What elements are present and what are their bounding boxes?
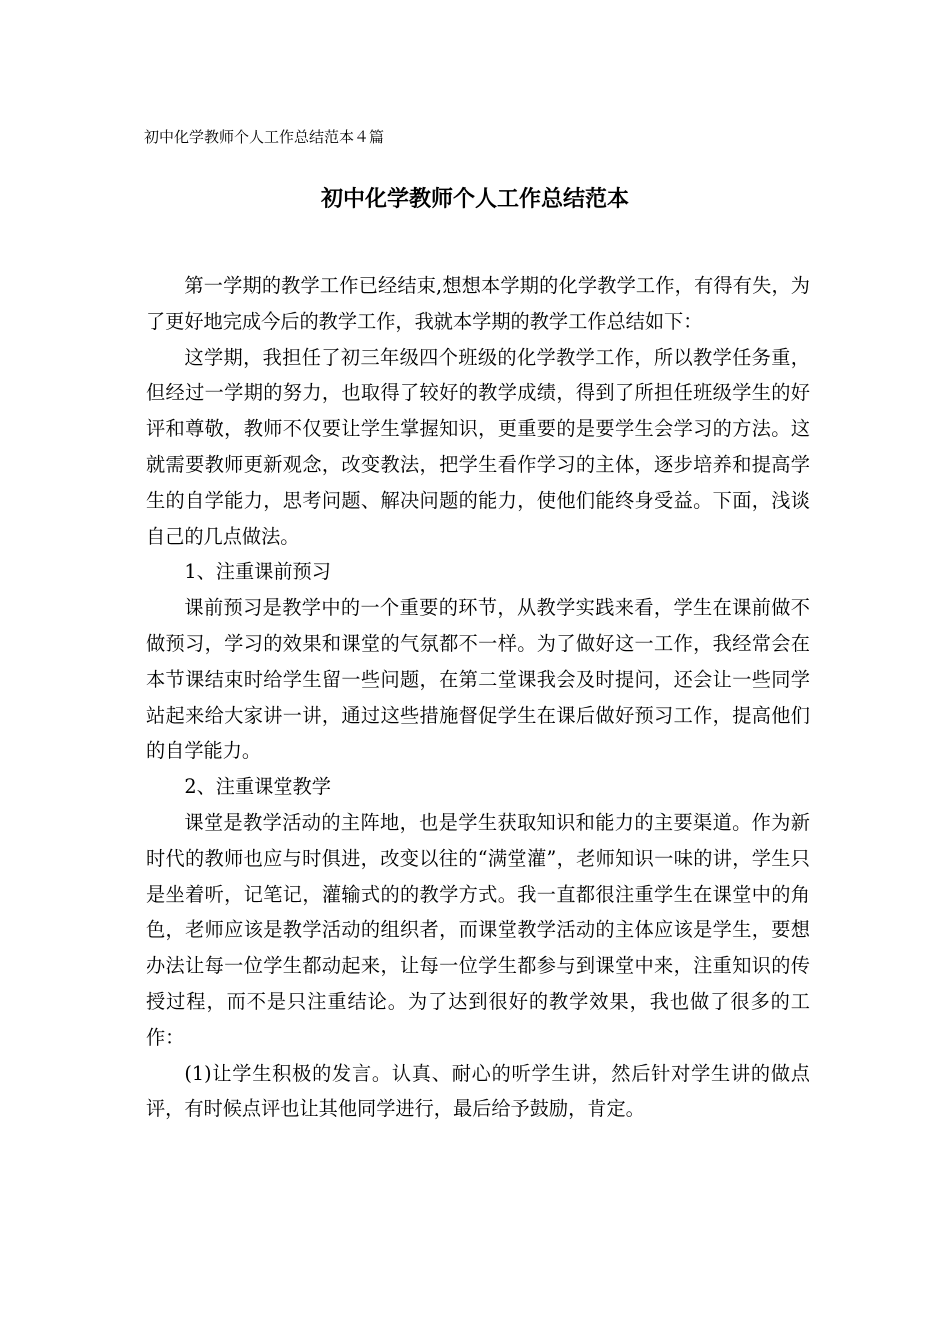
section-heading-classroom: 2、注重课堂教学 bbox=[184, 775, 331, 799]
document-body bbox=[146, 268, 810, 1127]
paragraph-intro: 第一学期的教学工作已经结束,想想本学期的化学教学工作，有得有失，为了更好地完成今后的教学工作，我就本学期的教学工作总结如下： bbox=[146, 274, 810, 333]
paragraph-overview: 这学期，我担任了初三年级四个班级的化学教学工作，所以教学任务重，但经过一学期的努力，也取得了较好的教学成绩，得到了所担任班级学生的好评和尊敬，教师不仅要让学生掌握知识，更重要的是要学生会学习的方法。这就需要教师更新观念，改变教法，把学生看作学习的主体，逐步培养和提高学生的自学能力，思考问题、解决问题的能力，使他们能终身受益。下面，浅谈自己的几点做法。 bbox=[146, 345, 810, 548]
section-heading-preview: 1、注重课前预习 bbox=[184, 560, 331, 584]
document-header: 初中化学教师个人工作总结范本４篇 bbox=[144, 128, 385, 146]
paragraph-item-1: (1)让学生积极的发言。认真、耐心的听学生讲，然后针对学生讲的做点评，有时候点评也让其他同学进行，最后给予鼓励，肯定。 bbox=[146, 1061, 810, 1121]
paragraph-preview: 课前预习是教学中的一个重要的环节，从教学实践来看，学生在课前做不做预习，学习的效果和课堂的气氛都不一样。为了做好这一工作，我经常会在本节课结束时给学生留一些问题，在第二堂课我会及时提问，还会让一些同学站起来给大家讲一讲，通过这些措施督促学生在课后做好预习工作，提高他们的自学能力。 bbox=[146, 596, 810, 763]
document-title: 初中化学教师个人工作总结范本 bbox=[320, 187, 629, 212]
paragraph-classroom: 课堂是教学活动的主阵地，也是学生获取知识和能力的主要渠道。作为新时代的教师也应与时俱进，改变以往的“满堂灌”，老师知识一味的讲，学生只是坐着听，记笔记，灌输式的的教学方式。我一直都很注重学生在课堂中的角色，老师应该是教学活动的组织者，而课堂教学活动的主体应该是学生，要想办法让每一位学生都动起来，让每一位学生都参与到课堂中来，注重知识的传授过程，而不是只注重结论。为了达到很好的教学效果，我也做了很多的工作： bbox=[146, 810, 810, 1049]
